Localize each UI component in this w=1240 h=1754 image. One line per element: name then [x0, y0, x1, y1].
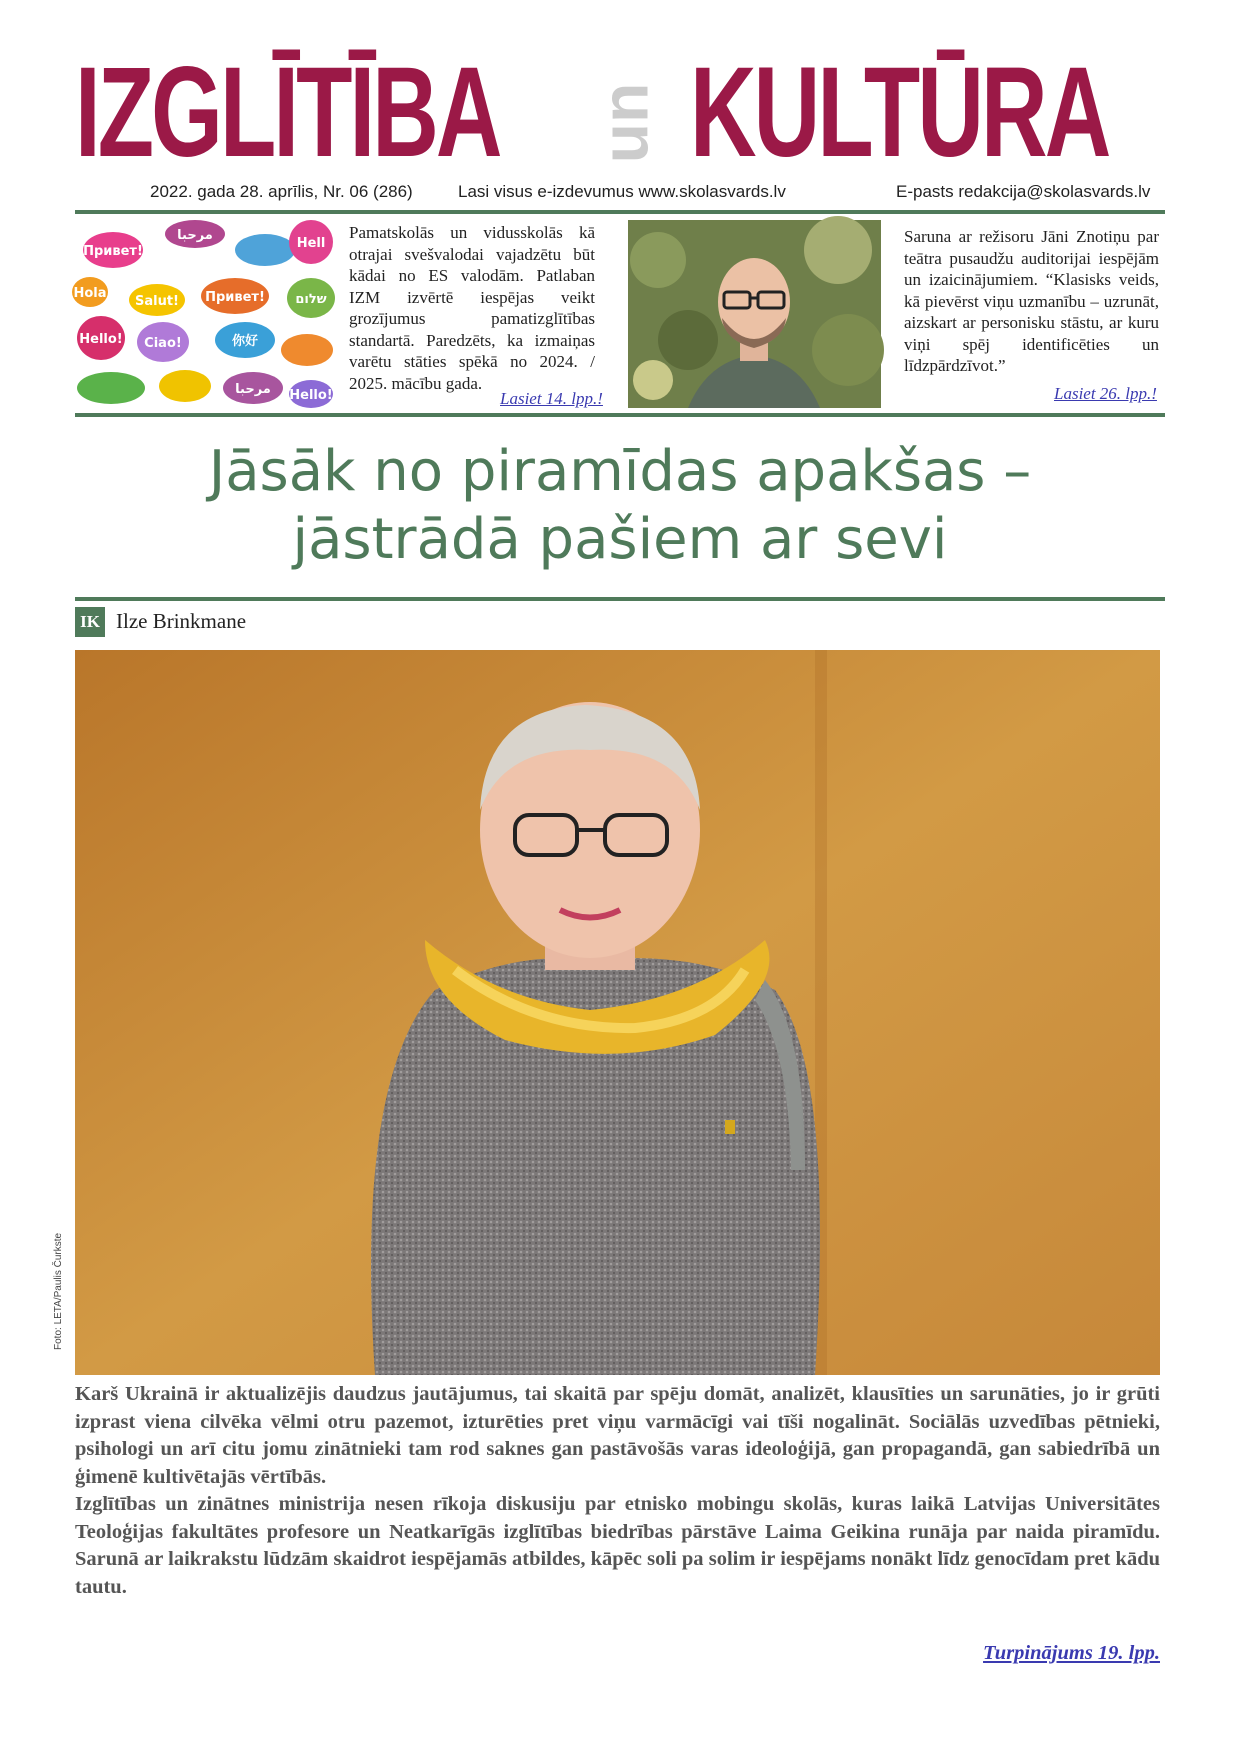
masthead	[75, 41, 1165, 184]
languages-teaser-image	[73, 220, 333, 408]
bubble-marhaba-2: مرحبا	[235, 382, 271, 397]
masthead-rule	[75, 210, 1165, 214]
bubble-ciao: Ciao!	[144, 336, 182, 351]
bubble-salut: Salut!	[135, 294, 179, 309]
languages-teaser-link[interactable]: Lasiet 14. lpp.!	[500, 389, 603, 408]
director-teaser-text: Saruna ar režisoru Jāni Znotiņu par teātra pusaudžu auditorijai iespējām un izaicinājumiem. “Klasisks veids, kā pievērst viņu uzmanību – uzrunāt, aizskart ar personisku stāstu, ar kuru viņi spēj identificēties un līdzpārdzīvot.”	[904, 227, 1159, 375]
site-link[interactable]: Lasi visus e-izdevumus www.skolasvards.lv	[458, 182, 786, 201]
masthead-kultura: KULTŪRA	[690, 41, 1109, 184]
issue-date: 2022. gada 28. aprīlis, Nr. 06 (286)	[150, 182, 413, 201]
headline-line-2: jāstrādā pašiem ar sevi	[292, 507, 948, 572]
bubble-hello-2: Hello!	[79, 332, 123, 347]
bubble-shalom: שלום	[295, 292, 327, 307]
portrait-illustration	[75, 650, 1160, 1375]
bubble-hola: Hola	[73, 286, 107, 301]
author-name: Ilze Brinkmane	[116, 609, 247, 633]
article-intro	[75, 1381, 1160, 1601]
headline-line-1: Jāsāk no piramīdas apakšas –	[208, 439, 1032, 504]
teaser-rule	[75, 413, 1165, 417]
director-teaser-link[interactable]: Lasiet 26. lpp.!	[1054, 384, 1157, 403]
continued-link[interactable]: Turpinājums 19. lpp.	[983, 1642, 1160, 1664]
headline-rule	[75, 597, 1165, 601]
director-portrait-image	[628, 220, 881, 408]
speech-bubbles-illustration	[73, 220, 333, 408]
masthead-izglitiba: IZGLĪTĪBA	[75, 41, 500, 184]
section-badge: IK	[75, 607, 105, 637]
director-portrait-illustration	[628, 220, 881, 408]
bubble-privet-2: Привет!	[205, 290, 265, 305]
article-headline	[75, 438, 1165, 574]
bubble-hello-1: Hell	[296, 236, 326, 251]
bubble-hello-3: Hello!	[289, 388, 333, 403]
intro-paragraph-2: Izglītības un zinātnes ministrija nesen rīkoja diskusiju par etnisko mobingu skolās, kuras laikā Latvijas Universitātes Teoloģijas fakultātes profesore un Neatkarīgās izglītības biedrības pārstāve Laima Geikina runāja par naida piramīdu. Sarunā ar laikrakstu lūdzām skaidrot iespējamās atbildes, kāpēc soli pa solim ir iespējams nonākt līdz genocīdam pret kādu tautu.	[75, 1493, 1160, 1598]
email-contact[interactable]: E-pasts redakcija@skolasvards.lv	[896, 182, 1151, 201]
intro-paragraph-1: Karš Ukrainā ir aktualizējis daudzus jautājumus, tai skaitā par spēju domāt, analizēt, klausīties un sarunāties, jo ir grūti izprast viena cilvēka vēlmi otru pazemot, izturēties pret viņu varmācīgi vai tīši nogalināt. Sociālās uzvedības pētnieki, psihologi un arī citu jomu zinātnieki tam rod saknes gan pastāvošās varas ideoloģijā, gan propagandā, gan sabiedrībā un ģimenē kultivētajās vērtībās.	[75, 1383, 1160, 1488]
bubble-marhaba: مرحبا	[177, 228, 213, 243]
masthead-un-logo	[587, 68, 662, 178]
photo-credit: Foto: LETA/Paulis Čurkste	[53, 1232, 64, 1350]
masthead-un-text: un	[587, 82, 662, 164]
bubble-privet-1: Привет!	[83, 244, 143, 259]
bubble-nihao: 你好	[231, 334, 259, 349]
languages-teaser-text: Pamatskolās un vidusskolās kā otrajai svešvalodai vajadzētu būt kādai no ES valodām. Patlaban IZM izvērtē iespējas veikt grozījumus pamatizglītības standartā. Paredzēts, ka izmaiņas varētu stāties spēkā no 2024. / 2025. mācību gada.	[349, 223, 595, 393]
main-photo	[75, 650, 1160, 1375]
